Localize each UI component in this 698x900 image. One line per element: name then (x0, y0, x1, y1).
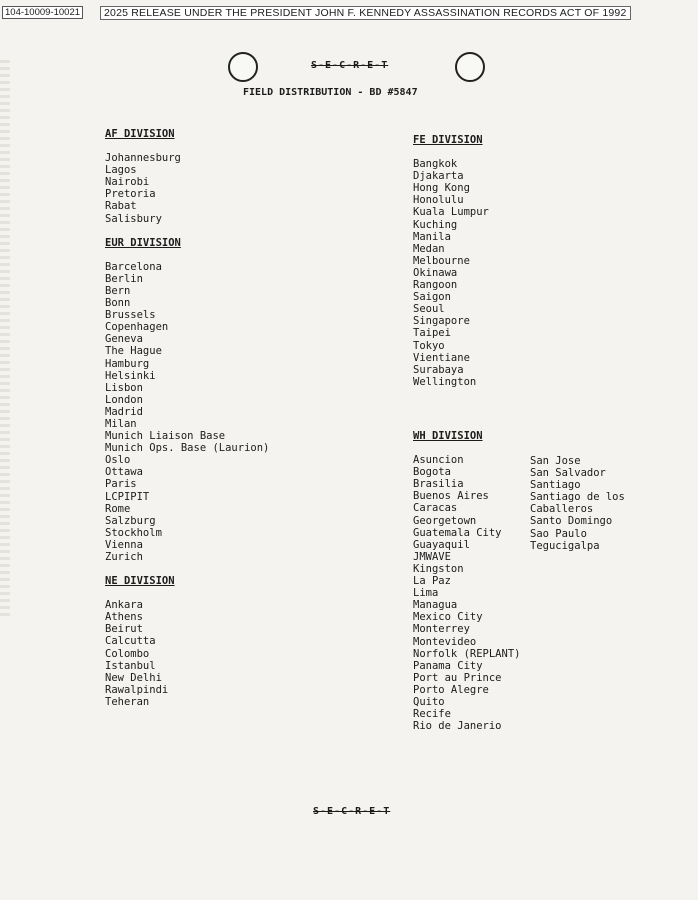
station-item: Recife (413, 708, 451, 721)
af-division-heading: AF DIVISION (105, 128, 175, 140)
station-item: Berlin (105, 272, 143, 285)
station-item: Manila (413, 230, 451, 243)
ne-division-list (105, 599, 269, 708)
station-item: Salisbury (105, 212, 162, 225)
station-item: Mexico City (413, 611, 483, 624)
station-item: Bangkok (413, 158, 458, 171)
scan-edge-artifact (0, 60, 10, 620)
wh-column (413, 430, 520, 732)
station-item: Bern (105, 284, 131, 297)
station-item: Rome (105, 502, 131, 515)
station-item: Managua (413, 599, 458, 612)
station-item: Nairobi (105, 176, 150, 189)
punch-hole-left (228, 52, 258, 82)
station-item: Surabaya (413, 363, 464, 376)
station-item: Zurich (105, 551, 143, 563)
station-item: Kuala Lumpur (413, 206, 489, 219)
wh-division-list (413, 454, 520, 732)
station-item: San Jose (530, 455, 581, 467)
station-item: Okinawa (413, 266, 458, 279)
station-item: Copenhagen (105, 321, 169, 334)
station-item: Salzburg (105, 514, 156, 527)
wh-division-heading: WH DIVISION (413, 430, 483, 442)
station-item: Santiago (530, 479, 581, 492)
station-item: Guayaquil (413, 538, 470, 551)
station-item: Stockholm (105, 526, 162, 539)
station-item: Monterrey (413, 623, 470, 636)
station-item: Kingston (413, 562, 464, 575)
station-item: Georgetown (413, 514, 477, 527)
station-item: Beirut (105, 623, 143, 636)
station-item: Tegucigalpa (530, 539, 600, 552)
station-item: Lima (413, 587, 439, 600)
station-item: JMWAVE (413, 550, 451, 563)
station-item: LCPIPIT (105, 490, 150, 503)
station-item: Montevideo (413, 635, 477, 648)
station-item: Kuching (413, 218, 458, 231)
station-item: London (105, 393, 143, 406)
station-item: Rio de Janerio (413, 720, 502, 733)
station-item: Santo Domingo (530, 515, 613, 528)
station-item: Rangoon (413, 279, 458, 292)
station-item: Porto Alegre (413, 683, 489, 696)
station-item: Ottawa (105, 466, 143, 479)
station-item: Singapore (413, 315, 470, 328)
station-item: Oslo (105, 454, 131, 467)
fe-column (413, 134, 489, 388)
station-item: Lagos (105, 164, 137, 177)
station-item: Athens (105, 611, 143, 624)
station-item: Geneva (105, 333, 143, 346)
station-item: The Hague (105, 345, 162, 358)
station-item: Vienna (105, 538, 143, 551)
station-item: Norfolk (REPLANT) (413, 647, 521, 660)
station-item: Caballeros (530, 503, 594, 516)
station-item: Munich Liaison Base (105, 430, 226, 443)
station-item: Hamburg (105, 357, 150, 370)
station-item: Honolulu (413, 194, 464, 207)
station-item: Quito (413, 695, 445, 708)
station-item: Buenos Aires (413, 490, 489, 503)
station-item: Milan (105, 417, 137, 430)
document-id: 104-10009-10021 (2, 6, 83, 19)
station-item: Brussels (105, 309, 156, 322)
station-item: Hong Kong (413, 182, 470, 195)
station-item: Saigon (413, 291, 451, 304)
station-item: Pretoria (105, 188, 156, 201)
fe-division-heading: FE DIVISION (413, 134, 483, 146)
station-item: Port au Prince (413, 671, 502, 684)
classification-marking-top: S-E-C-R-E-T (311, 60, 389, 71)
station-item: Barcelona (105, 260, 162, 273)
station-item: San Salvador (530, 467, 606, 480)
station-item: Medan (413, 242, 445, 255)
station-item: Wellington (413, 375, 477, 388)
station-item: Paris (105, 478, 137, 491)
station-item: Munich Ops. Base (Laurion) (105, 442, 270, 455)
station-item: Taipei (413, 327, 451, 340)
station-item: Istanbul (105, 659, 156, 672)
station-item: Djakarta (413, 170, 464, 183)
fe-division-list (413, 158, 489, 388)
station-item: Tokyo (413, 339, 445, 352)
station-item: Guatemala City (413, 526, 502, 539)
station-item: Lisbon (105, 381, 143, 394)
punch-hole-right (455, 52, 485, 82)
station-item: Sao Paulo (530, 527, 587, 540)
release-header (0, 6, 698, 20)
station-item: Madrid (105, 405, 143, 418)
station-item: La Paz (413, 575, 451, 588)
station-item: Teheran (105, 695, 150, 708)
station-item: Colombo (105, 647, 150, 660)
station-item: Rawalpindi (105, 683, 169, 696)
station-item: Asuncion (413, 454, 464, 467)
station-item: Calcutta (105, 635, 156, 648)
left-column (105, 128, 269, 708)
release-notice: 2025 RELEASE UNDER THE PRESIDENT JOHN F. KENNEDY ASSASSINATION RECORDS ACT OF 1992 (100, 6, 631, 20)
classification-marking-bottom: S-E-C-R-E-T (313, 806, 391, 817)
station-item: Rabat (105, 200, 137, 213)
station-item: Santiago de los (530, 491, 625, 504)
station-item: Bonn (105, 297, 131, 310)
station-item: Seoul (413, 303, 445, 316)
af-division-list (105, 152, 269, 225)
eur-division-heading: EUR DIVISION (105, 236, 181, 249)
wh-column-2 (530, 455, 625, 552)
station-item: Caracas (413, 502, 458, 515)
ne-division-heading: NE DIVISION (105, 575, 175, 588)
station-item: Panama City (413, 659, 483, 672)
wh-division-list-2 (530, 455, 625, 552)
station-item: Vientiane (413, 351, 470, 364)
eur-division-list (105, 261, 269, 563)
station-item: Bogota (413, 466, 451, 479)
station-item: Johannesburg (105, 152, 181, 165)
station-item: Brasilia (413, 478, 464, 491)
station-item: New Delhi (105, 671, 162, 684)
station-item: Melbourne (413, 254, 470, 267)
station-item: Helsinki (105, 369, 156, 382)
distribution-title: FIELD DISTRIBUTION - BD #5847 (243, 87, 418, 98)
station-item: Ankara (105, 599, 143, 612)
